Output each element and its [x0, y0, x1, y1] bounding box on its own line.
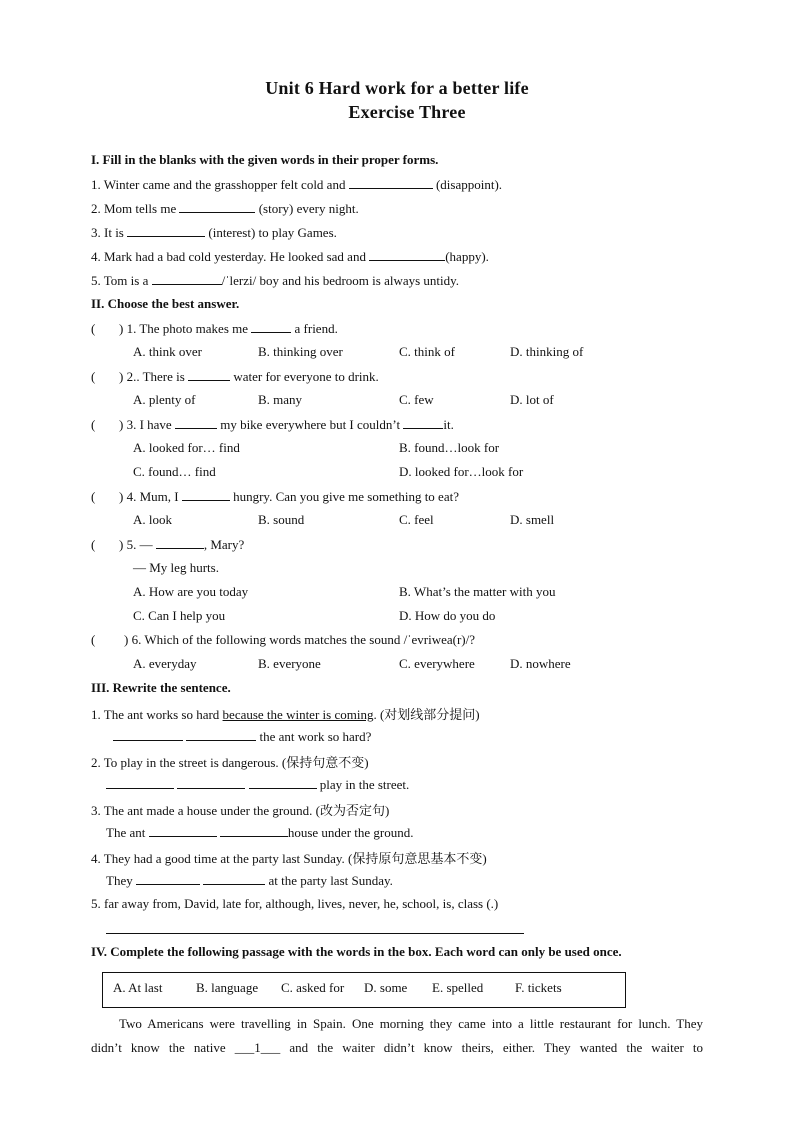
section-heading-3: III. Rewrite the sentence.	[91, 680, 231, 695]
choice-question-5: ( ) 5. — , Mary?	[91, 537, 245, 552]
section-heading-2: II. Choose the best answer.	[91, 296, 240, 311]
answer-blank[interactable]	[179, 200, 255, 213]
option-a[interactable]: A. look	[133, 512, 172, 527]
answer-paren[interactable]: (	[91, 537, 115, 552]
option-c[interactable]: C. found… find	[133, 464, 216, 479]
rewrite-question-5: 5. far away from, David, late for, although, lives, never, he, school, is, class (.)	[91, 896, 499, 911]
passage-line-2: didn’t know the native ___1___ and the waiter didn’t know theirs, either. They wanted the waiter to	[91, 1040, 703, 1055]
option-a[interactable]: A. plenty of	[133, 392, 196, 407]
answer-blank[interactable]	[369, 248, 445, 261]
passage-line-1: Two Americans were travelling in Spain. One morning they came into a little restaurant for lunch. They	[119, 1016, 703, 1031]
answer-blank	[403, 416, 443, 429]
word-box-item: A. At last	[113, 980, 163, 995]
word-box-item: D. some	[364, 980, 408, 995]
option-c[interactable]: C. Can I help you	[133, 608, 226, 623]
option-b[interactable]: B. thinking over	[258, 344, 343, 359]
answer-blank[interactable]	[152, 272, 222, 285]
rewrite-answer-1: the ant work so hard?	[113, 728, 371, 745]
option-d[interactable]: D. smell	[510, 512, 555, 527]
option-b[interactable]: B. many	[258, 392, 303, 407]
fill-question-3: 3. It is (interest) to play Games.	[91, 225, 337, 240]
option-a[interactable]: A. everyday	[133, 656, 197, 671]
fill-question-2: 2. Mom tells me (story) every night.	[91, 201, 359, 216]
answer-line[interactable]	[106, 933, 524, 934]
fill-question-4: 4. Mark had a bad cold yesterday. He looked sad and (happy).	[91, 249, 489, 264]
answer-paren[interactable]: (	[91, 489, 115, 504]
answer-blank[interactable]	[249, 776, 317, 789]
answer-blank	[175, 416, 217, 429]
fill-question-5: 5. Tom is a /ˈlerzi/ boy and his bedroom is always untidy.	[91, 273, 460, 288]
answer-blank	[188, 368, 230, 381]
option-d[interactable]: D. How do you do	[399, 608, 496, 623]
answer-blank	[182, 488, 230, 501]
choice-question-3: ( ) 3. I have my bike everywhere but I couldn’t it.	[91, 417, 454, 432]
rewrite-question-2: 2. To play in the street is dangerous. (保持句意不变)	[91, 755, 369, 770]
option-a[interactable]: A. looked for… find	[133, 440, 240, 455]
option-c[interactable]: C. feel	[399, 512, 434, 527]
answer-blank[interactable]	[106, 776, 174, 789]
section-heading-4: IV. Complete the following passage with the words in the box. Each word can only be used once.	[91, 944, 622, 959]
option-d[interactable]: D. thinking of	[510, 344, 584, 359]
option-d[interactable]: D. nowhere	[510, 656, 571, 671]
choice-question-2: ( ) 2.. There is water for everyone to drink.	[91, 369, 379, 384]
dialog-reply: — My leg hurts.	[133, 560, 219, 575]
option-c[interactable]: C. few	[399, 392, 434, 407]
option-b[interactable]: B. found…look for	[399, 440, 500, 455]
option-a[interactable]: A. think over	[133, 344, 202, 359]
answer-blank[interactable]	[177, 776, 245, 789]
answer-blank[interactable]	[220, 824, 288, 837]
answer-blank[interactable]	[349, 176, 433, 189]
page-subtitle: Exercise Three	[348, 102, 466, 122]
word-box-item: E. spelled	[432, 980, 484, 995]
rewrite-answer-2: play in the street.	[106, 776, 409, 793]
answer-blank[interactable]	[186, 728, 256, 741]
rewrite-question-1: 1. The ant works so hard because the winter is coming. (对划线部分提问)	[91, 707, 480, 722]
option-b[interactable]: B. What’s the matter with you	[399, 584, 556, 599]
word-box-item: F. tickets	[515, 980, 562, 995]
answer-blank	[251, 320, 291, 333]
option-d[interactable]: D. looked for…look for	[399, 464, 524, 479]
section-heading-1: I. Fill in the blanks with the given words in their proper forms.	[91, 152, 439, 167]
answer-paren[interactable]: (	[91, 417, 115, 432]
rewrite-answer-4: They at the party last Sunday.	[106, 873, 393, 888]
rewrite-question-4: 4. They had a good time at the party last Sunday. (保持原句意思基本不变)	[91, 851, 487, 866]
rewrite-question-3: 3. The ant made a house under the ground. (改为否定句)	[91, 803, 390, 818]
choice-question-4: ( ) 4. Mum, I hungry. Can you give me something to eat?	[91, 489, 459, 504]
option-d[interactable]: D. lot of	[510, 392, 554, 407]
option-c[interactable]: C. everywhere	[399, 656, 475, 671]
fill-question-1: 1. Winter came and the grasshopper felt cold and (disappoint).	[91, 177, 503, 192]
answer-blank[interactable]	[149, 824, 217, 837]
word-box-item: C. asked for	[281, 980, 345, 995]
option-a[interactable]: A. How are you today	[133, 584, 249, 599]
answer-blank[interactable]	[203, 872, 265, 885]
answer-blank	[156, 536, 204, 549]
option-c[interactable]: C. think of	[399, 344, 455, 359]
answer-blank[interactable]	[136, 872, 200, 885]
passage-blank-number[interactable]: 1	[254, 1040, 261, 1055]
answer-blank[interactable]	[113, 728, 183, 741]
choice-question-1: ( ) 1. The photo makes me a friend.	[91, 321, 338, 336]
answer-paren[interactable]: (	[91, 369, 115, 384]
answer-blank[interactable]	[127, 224, 205, 237]
option-b[interactable]: B. everyone	[258, 656, 321, 671]
page-title: Unit 6 Hard work for a better life	[265, 78, 529, 98]
option-b[interactable]: B. sound	[258, 512, 305, 527]
rewrite-answer-3: The ant house under the ground.	[106, 825, 414, 840]
answer-paren[interactable]: (	[91, 632, 115, 647]
answer-paren[interactable]: (	[91, 321, 115, 336]
word-box-item: B. language	[196, 980, 259, 995]
choice-question-6: ( ) 6. Which of the following words matches the sound /ˈevriwea(r)/?	[91, 632, 476, 647]
